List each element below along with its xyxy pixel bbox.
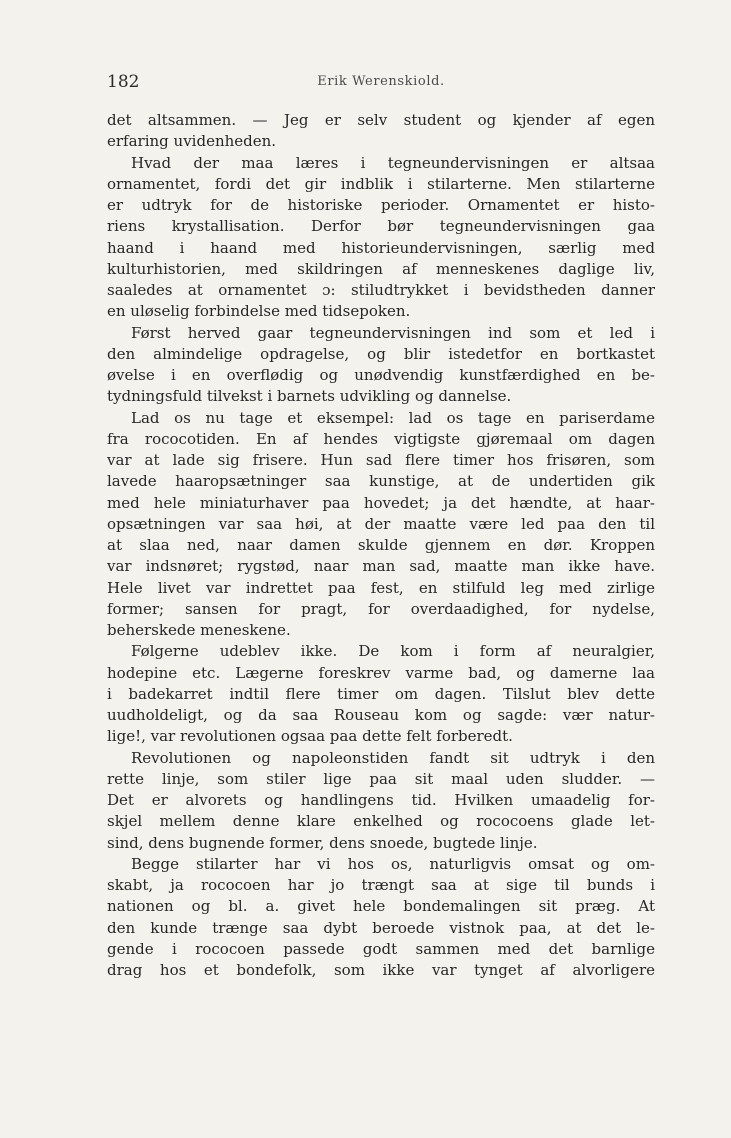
text-line: former; sansen for pragt, for overdaadighed, for nydelse,	[107, 599, 655, 618]
text-line: Revolutionen og napoleonstiden fandt sit udtryk i den	[131, 748, 655, 767]
text-line: gende i rococoen passede godt sammen med det barnlige	[107, 939, 655, 958]
text-line: uudholdeligt, og da saa Rouseau kom og sagde: vær natur-	[107, 706, 655, 724]
text-line: skjel mellem denne klare enkelhed og rococoens glade let-	[107, 812, 655, 831]
body-text	[107, 110, 655, 981]
text-line: ornamentet, fordi det gir indblik i stilarterne. Men stilarterne	[107, 174, 655, 193]
text-line: lige!, var revolutionen ogsaa paa dette felt forberedt.	[107, 727, 513, 746]
text-line: opsætningen var saa høi, at der maatte være led paa den til	[107, 514, 655, 533]
text-line: skabt, ja rococoen har jo trængt saa at sige til bunds i	[107, 876, 655, 894]
text-line: den kunde trænge saa dybt beroede vistnok paa, at det le-	[107, 918, 655, 937]
text-line: hodepine etc. Lægerne foreskrev varme bad, og damerne laa	[107, 663, 655, 682]
text-line: er udtryk for de historiske perioder. Ornamentet er histo-	[107, 196, 655, 214]
text-line: kulturhistorien, med skildringen af menneskenes daglige liv,	[107, 259, 655, 278]
text-line: den almindelige opdragelse, og blir istedetfor en bortkastet	[107, 344, 655, 363]
text-line: rette linje, som stiler lige paa sit maal uden sludder. —	[107, 769, 655, 788]
text-line: beherskede meneskene.	[107, 621, 291, 639]
text-line: med hele miniaturhaver paa hovedet; ja det hændte, at haar-	[107, 493, 655, 512]
text-line: saaledes at ornamentet ɔ: stiludtrykket i bevidstheden danner	[107, 281, 655, 299]
text-line: var indsnøret; rygstød, naar man sad, maatte man ikke have.	[107, 557, 655, 576]
page-number: 182	[107, 72, 140, 92]
text-line: Det er alvorets og handlingens tid. Hvilken umaadelig for-	[107, 791, 655, 809]
text-line: fra rococotiden. En af hendes vigtigste gjøremaal om dagen	[107, 429, 655, 448]
text-line: lavede haaropsætninger saa kunstige, at de undertiden gik	[107, 472, 655, 491]
text-line: Følgerne udeblev ikke. De kom i form af neuralgier,	[131, 642, 655, 661]
text-line: riens krystallisation. Derfor bør tegneundervisningen gaa	[107, 217, 655, 236]
text-line: Hele livet var indrettet paa fest, en stilfuld leg med zirlige	[107, 578, 655, 597]
text-line: erfaring uvidenheden.	[107, 132, 277, 151]
text-line: sind, dens bugnende former, dens snoede, bugtede linje.	[107, 833, 538, 852]
text-line: drag hos et bondefolk, som ikke var tynget af alvorligere	[107, 961, 655, 979]
text-line: en uløselig forbindelse med tidsepoken.	[107, 302, 411, 321]
text-line: nationen og bl. a. givet hele bondemalingen sit præg. At	[107, 897, 655, 916]
text-line: øvelse i en overflødig og unødvendig kunstfærdighed en be-	[107, 366, 655, 384]
text-line: Hvad der maa læres i tegneundervisningen er altsaa	[131, 153, 655, 172]
running-head: Erik Werenskiold.	[317, 74, 445, 89]
text-line: Begge stilarter har vi hos os, naturligvis omsat og om-	[131, 854, 655, 873]
text-line: at slaa ned, naar damen skulde gjennem en dør. Kroppen	[107, 536, 655, 554]
text-line: haand i haand med historieundervisningen, særlig med	[107, 238, 655, 257]
text-line: tydningsfuld tilvekst i barnets udvikling og dannelse.	[107, 387, 512, 406]
text-line: Først herved gaar tegneundervisningen ind som et led i	[131, 323, 655, 342]
text-line: det altsammen. — Jeg er selv student og kjender af egen	[107, 111, 655, 129]
page-header	[107, 72, 655, 96]
text-line: Lad os nu tage et eksempel: lad os tage en pariserdame	[131, 408, 655, 427]
text-line: var at lade sig frisere. Hun sad flere timer hos frisøren, som	[107, 451, 655, 469]
text-line: i badekarret indtil flere timer om dagen. Tilslut blev dette	[107, 684, 655, 703]
